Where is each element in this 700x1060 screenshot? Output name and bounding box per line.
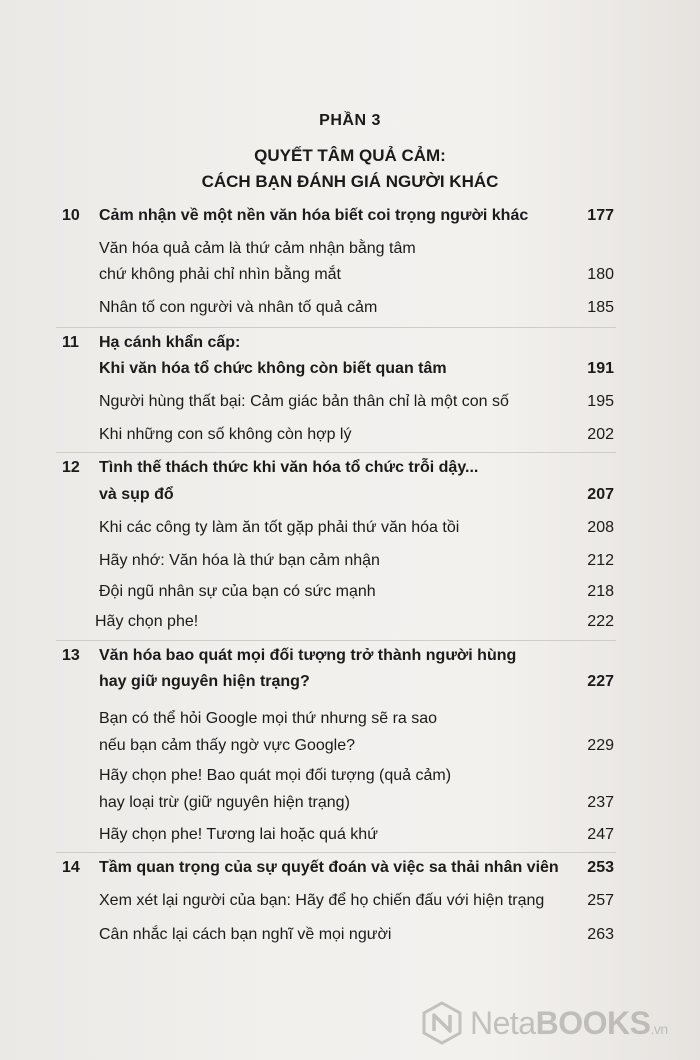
page-number: 229 xyxy=(587,737,614,754)
section-title: Đội ngũ nhân sự của bạn có sức mạnh xyxy=(99,583,376,600)
page-number: 227 xyxy=(587,673,614,690)
page-number: 263 xyxy=(587,926,614,943)
section-title: Bạn có thể hỏi Google mọi thứ nhưng sẽ ra sao xyxy=(99,710,438,727)
brand-bold: BOOKS xyxy=(535,1004,651,1041)
section-title: Khi các công ty làm ăn tốt gặp phải thứ văn hóa tồi xyxy=(99,519,460,536)
chapter-number: 12 xyxy=(62,459,80,476)
page-number: 237 xyxy=(587,794,614,811)
divider xyxy=(56,640,616,641)
section-title: Nhân tố con người và nhân tố quả cảm xyxy=(99,299,378,316)
section-title: hay loại trừ (giữ nguyên hiện trạng) xyxy=(99,794,350,811)
chapter-title: Tầm quan trọng của sự quyết đoán và việc sa thải nhân viên xyxy=(99,859,559,876)
section-title: nếu bạn cảm thấy ngờ vực Google? xyxy=(99,737,356,754)
brand-light: Neta xyxy=(470,1004,536,1041)
netabooks-watermark xyxy=(420,998,690,1048)
chapter-title: Hạ cánh khẩn cấp: xyxy=(99,334,241,351)
page-number: 208 xyxy=(587,519,614,536)
chapter-title: Văn hóa bao quát mọi đối tượng trở thành người hùng xyxy=(99,647,517,664)
page-number: 253 xyxy=(587,859,614,876)
divider xyxy=(56,327,616,328)
chapter-number: 10 xyxy=(62,207,80,224)
section-title: Hãy chọn phe! Tương lai hoặc quá khứ xyxy=(99,826,378,843)
page-number: 180 xyxy=(587,266,614,283)
page-number: 212 xyxy=(587,552,614,569)
divider xyxy=(56,452,616,453)
chapter-title: Cảm nhận về một nền văn hóa biết coi trọng người khác xyxy=(99,207,529,224)
page-number: 207 xyxy=(587,486,614,503)
chapter-title: và sụp đổ xyxy=(99,486,174,503)
section-title: Hãy chọn phe! Bao quát mọi đối tượng (quả cảm) xyxy=(99,767,452,784)
page-number: 191 xyxy=(587,360,614,377)
section-title: Người hùng thất bại: Cảm giác bản thân chỉ là một con số xyxy=(99,393,509,410)
page-number: 195 xyxy=(587,393,614,410)
section-title: Hãy chọn phe! xyxy=(95,613,199,630)
section-title: chứ không phải chỉ nhìn bằng mắt xyxy=(99,266,341,283)
watermark-text xyxy=(470,1005,668,1042)
section-title: Cân nhắc lại cách bạn nghĩ về mọi người xyxy=(99,926,392,943)
page-number: 185 xyxy=(587,299,614,316)
chapter-number: 11 xyxy=(62,334,79,351)
section-title: Hãy nhớ: Văn hóa là thứ bạn cảm nhận xyxy=(99,552,380,569)
page-number: 222 xyxy=(587,613,614,630)
page-number: 247 xyxy=(587,826,614,843)
chapter-number: 13 xyxy=(62,647,80,664)
part-number: PHẦN 3 xyxy=(319,112,381,129)
chapter-number: 14 xyxy=(62,859,80,876)
page-number: 202 xyxy=(587,426,614,443)
divider xyxy=(56,852,616,853)
chapter-title: Tình thế thách thức khi văn hóa tổ chức trỗi dậy... xyxy=(99,459,479,476)
page-number: 257 xyxy=(587,892,614,909)
section-title: Xem xét lại người của bạn: Hãy để họ chiến đấu với hiện trạng xyxy=(99,892,545,909)
part-title-line2: CÁCH BẠN ĐÁNH GIÁ NGƯỜI KHÁC xyxy=(201,172,499,191)
section-title: Khi những con số không còn hợp lý xyxy=(99,426,352,443)
page-number: 177 xyxy=(587,207,614,224)
section-title: Văn hóa quả cảm là thứ cảm nhận bằng tâm xyxy=(99,240,416,257)
brand-suffix: .vn xyxy=(650,1020,668,1037)
netabooks-logo-icon xyxy=(420,1001,464,1045)
page-number: 218 xyxy=(587,583,614,600)
chapter-title: Khi văn hóa tổ chức không còn biết quan tâm xyxy=(99,360,447,377)
chapter-title: hay giữ nguyên hiện trạng? xyxy=(99,673,310,690)
part-title-line1: QUYẾT TÂM QUẢ CẢM: xyxy=(254,146,446,165)
